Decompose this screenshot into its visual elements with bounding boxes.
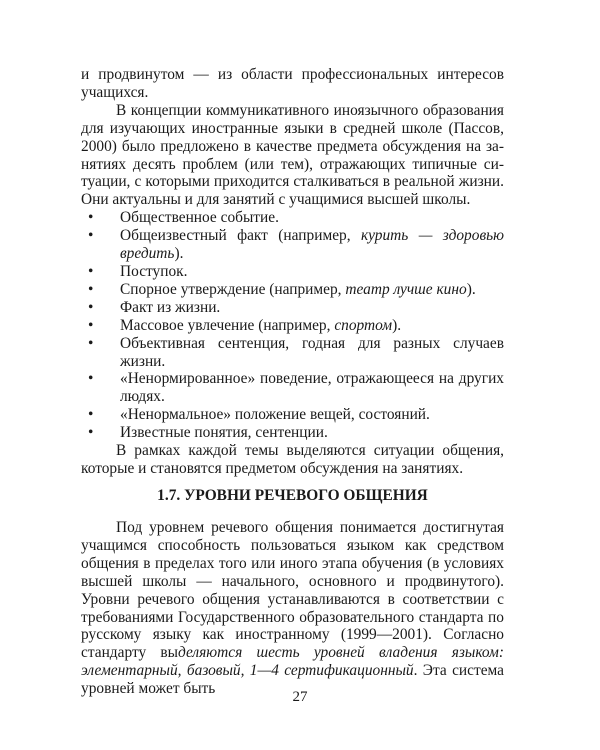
- section-heading: 1.7. УРОВНИ РЕЧЕВОГО ОБЩЕНИЯ: [157, 487, 428, 504]
- list-item: • Спорное утверждение (например, театр лучше кино).: [88, 281, 504, 299]
- concept-paragraph: В концепции коммуникативного иноязычного образования для изучающих иностранные языки в средней школе (Пассов, 2000) было предложено в качестве предмета обсуждения на занятиях десять проблем (или тем), отражающих типичные ситуации, с которыми приходится сталкиваться в реальной жизни. Они актуальны и для занятий с учащимися высшей школы.: [81, 101, 504, 209]
- list-item: • «Ненормированное» поведение, отражающееся на других людях.: [88, 370, 504, 406]
- list-item: • Объективная сентенция, годная для разных случаев жизни.: [88, 335, 504, 371]
- list-item: • «Ненормальное» положение вещей, состояний.: [88, 406, 504, 424]
- after-list-paragraph: В рамках каждой темы выделяются ситуации общения, которые и становятся предметом обсуждения на занятиях.: [81, 442, 504, 477]
- levels-paragraph: Под уровнем речевого общения понимается достигнутая учащимся способность пользоваться языком как средством общения в пределах того или иного этапа обучения (в условиях высшей школы — начального, основного и продвинутого). Уровни речевого общения устанавливаются в соответствии с требованиями Государственного образовательного стандарта по русскому языку как иностранному (1999—2001). Согласно стандарту выделяются шесть уровней владения языком: элементарный, базовый, 1—4 сертификационный. Эта система уровней может быть: [81, 519, 504, 698]
- topic-list: [81, 209, 504, 442]
- list-item: • Поступок.: [88, 263, 504, 281]
- upper-text: [81, 66, 504, 478]
- list-item: • Массовое увлечение (например, спортом).: [88, 317, 504, 335]
- carry-over-paragraph: и продвинутом — из области профессиональных интересов учащихся.: [81, 66, 504, 101]
- list-item: • Известные понятия, сентенции.: [88, 424, 504, 442]
- section-text: [81, 519, 504, 698]
- list-item: • Факт из жизни.: [88, 299, 504, 317]
- list-item: • Общеизвестный факт (например, курить — здоровью вредить).: [88, 227, 504, 263]
- list-item: • Общественное событие.: [88, 209, 504, 227]
- page-number: 27: [292, 689, 308, 705]
